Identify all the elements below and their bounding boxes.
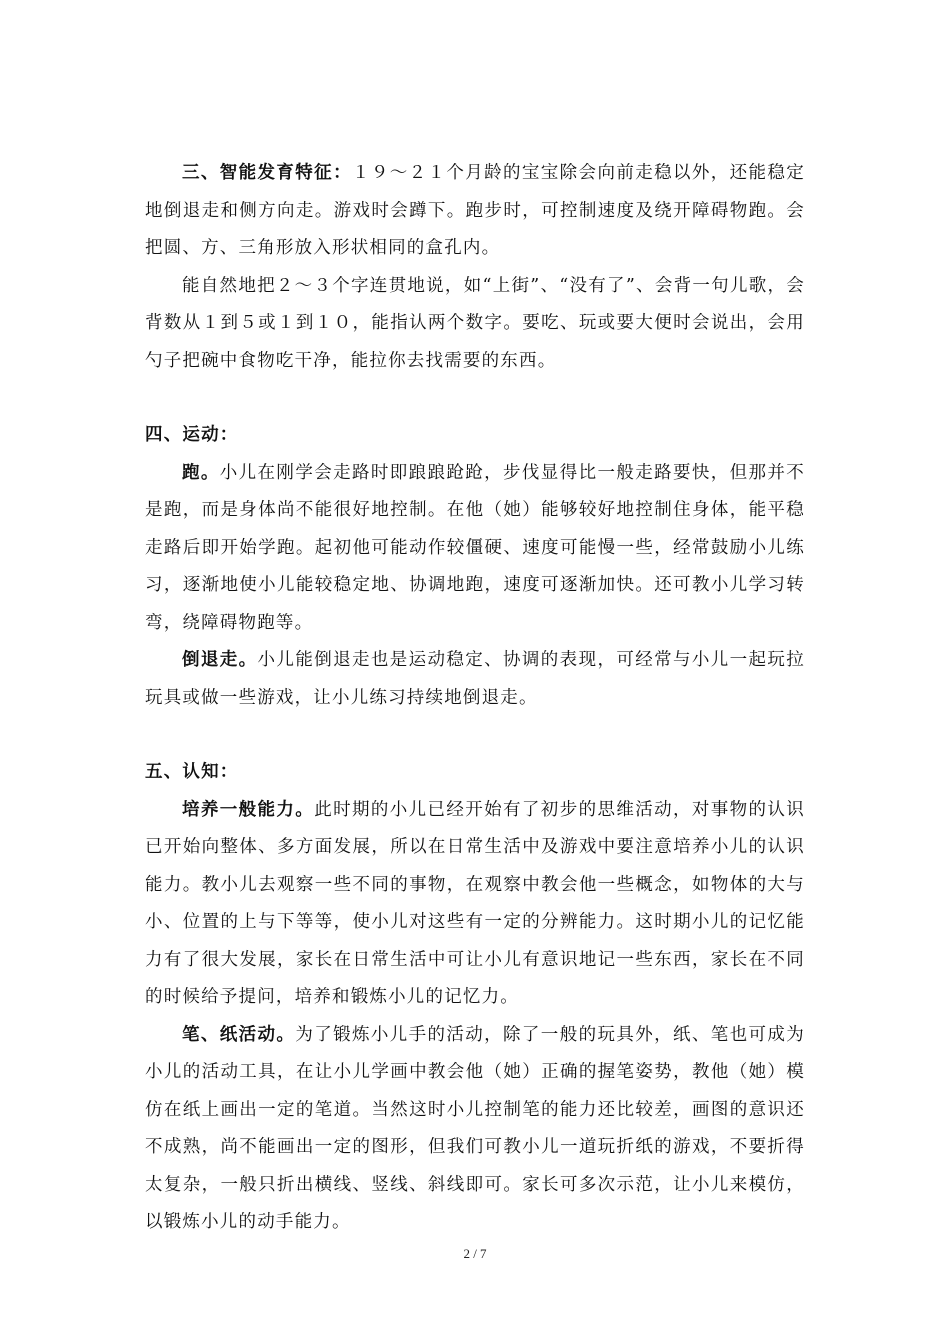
section3-paragraph1 xyxy=(145,155,805,268)
walk-backward-paragraph xyxy=(145,642,805,717)
spacer xyxy=(145,717,805,754)
run-term: 跑。 xyxy=(182,462,220,483)
general-ability-term: 培养一般能力。 xyxy=(182,799,315,820)
pen-paper-paragraph xyxy=(145,1017,805,1242)
general-ability-text: 此时期的小儿已经开始有了初步的思维活动，对事物的认识已开始向整体、多方面发展，所以在日常生活中及游戏中要注意培养小儿的认识能力。教小儿去观察一些不同的事物，在观察中教会他一些概念，如物体的大与小、位置的上与下等等，使小儿对这些有一定的分辨能力。这时期小儿的记忆能力有了很大发展，家长在日常生活中可让小儿有意识地记一些东西，家长在不同的时候给予提问，培养和锻炼小儿的记忆力。 xyxy=(145,799,806,1007)
spacer xyxy=(145,380,805,417)
section3-paragraph2: 能自然地把２～３个字连贯地说，如“上街”、“没有了”、会背一句儿歌，会背数从１到５或１到１０，能指认两个数字。要吃、玩或要大便时会说出，会用勺子把碗中食物吃干净，能拉你去找需要的东西。 xyxy=(145,275,805,371)
pen-paper-term: 笔、纸活动。 xyxy=(182,1024,296,1045)
walk-backward-term: 倒退走。 xyxy=(182,650,258,670)
page-number: 2 / 7 xyxy=(463,1246,487,1261)
pen-paper-text: 为了锻炼小儿手的活动，除了一般的玩具外，纸、笔也可成为小儿的活动工具，在让小儿学画中教会他（她）正确的握笔姿势，教他（她）模仿在纸上画出一定的笔道。当然这时小儿控制笔的能力还比较差，画图的意识还不成熟，尚不能画出一定的图形，但我们可教小儿一道玩折纸的游戏，不要折得太复杂，一般只折出横线、竖线、斜线即可。家长可多次示范，让小儿来模仿，以锻炼小儿的动手能力。 xyxy=(145,1024,805,1232)
section4-heading: 四、运动： xyxy=(145,425,239,445)
document-body xyxy=(145,155,805,1242)
walk-backward-text: 小儿能倒退走也是运动稳定、协调的表现，可经常与小儿一起玩拉玩具或做一些游戏，让小儿练习持续地倒退走。 xyxy=(145,650,805,708)
section3-heading: 三、智能发育特征： xyxy=(182,163,352,183)
section3-paragraph1-text: １９～２１个月龄的宝宝除会向前走稳以外，还能稳定地倒退走和侧方向走。游戏时会蹲下。跑步时，可控制速度及绕开障碍物跑。会把圆、方、三角形放入形状相同的盒孔内。 xyxy=(145,163,805,258)
section5-heading: 五、认知： xyxy=(145,762,239,782)
run-paragraph xyxy=(145,455,805,643)
general-ability-paragraph xyxy=(145,792,805,1017)
run-text: 小儿在刚学会走路时即踉踉跄跄，步伐显得比一般走路要快，但那并不是跑，而是身体尚不能很好地控制。在他（她）能够较好地控制住身体，能平稳走路后即开始学跑。起初他可能动作较僵硬、速度可能慢一些，经常鼓励小儿练习，逐渐地使小儿能较稳定地、协调地跑，速度可逐渐加快。还可教小儿学习转弯，绕障碍物跑等。 xyxy=(145,462,806,633)
